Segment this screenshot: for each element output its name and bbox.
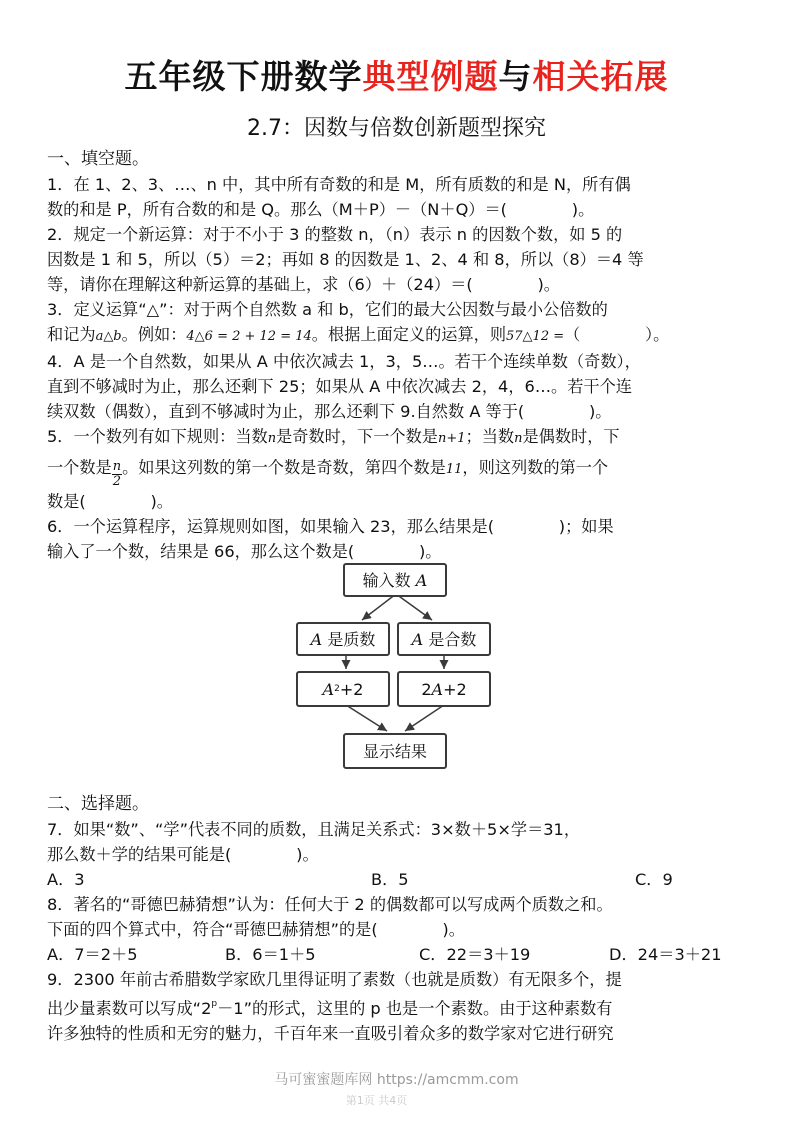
question-text: [47, 424, 755, 451]
question-1: [47, 172, 755, 222]
option-d: D．24＝3＋21: [609, 945, 722, 964]
question-text: 许多独特的性质和无穷的魅力，千百年来一直吸引着众多的数学家对它进行研究: [47, 1024, 614, 1043]
math-expression: 57△12 =: [506, 329, 565, 344]
title-part-1: 五年级下册数学: [124, 57, 363, 96]
question-text: 直到不够减时为止，那么还剩下 25；如果从 A 中依次减去 2，4，6…。若干个连: [47, 377, 632, 396]
question-text: 等，请你在理解这种新运算的基础上，求（6）＋（24）＝( )。: [47, 275, 560, 294]
option-c: C．22＝3＋19: [419, 945, 531, 964]
question-text: [47, 322, 755, 349]
text-run: （ ）。: [564, 325, 670, 344]
arrow-to-prime: [362, 594, 396, 620]
box-label: 显示结果: [362, 741, 427, 761]
option-a: A．3: [47, 870, 85, 889]
text-run: 5．一个数列有如下规则：当数: [47, 427, 268, 446]
title-part-3: 与: [498, 57, 533, 96]
text-run: 一个数是: [47, 458, 112, 477]
question-text: 4．A 是一个自然数，如果从 A 中依次减去 1，3，5…。若干个连续单数（奇数），: [47, 352, 641, 371]
text-run: 。根据上面定义的运算，则: [311, 325, 507, 344]
box-variable: A: [431, 679, 444, 699]
flow-box-square-plus-2: [296, 671, 390, 707]
text-run: 是偶数时，下: [522, 427, 620, 446]
arrow-to-composite: [396, 594, 432, 620]
title-part-2: 典型例题: [362, 57, 499, 96]
text-run: 出少量素数可以写成“2: [47, 999, 212, 1018]
question-7: [47, 817, 755, 892]
question-text: 3．定义运算“△”：对于两个自然数 a 和 b，它们的最大公因数与最小公倍数的: [47, 300, 608, 319]
question-text: [47, 451, 755, 489]
text-run: －1”的形式，这里的 p 也是一个素数。由于这种素数有: [217, 999, 613, 1018]
question-text: 因数是 1 和 5，所以（5）＝2；再如 8 的因数是 1、2、4 和 8，所以（8）＝4 等: [47, 250, 644, 269]
math-number: 11: [445, 462, 463, 477]
option-a: A．7＝2＋5: [47, 945, 138, 964]
question-text: 6．一个运算程序，运算规则如图，如果输入 23，那么结果是( )；如果: [47, 517, 614, 536]
page-number: 第1页 共4页: [345, 1094, 408, 1107]
question-text: 数的和是 P，所有合数的和是 Q。那么（M＋P）－（N＋Q）＝( )。: [47, 200, 595, 219]
math-variable: n: [267, 431, 277, 446]
question-text: 9．2300 年前古希腊数学家欧几里得证明了素数（也就是质数）有无限多个，提: [47, 970, 622, 989]
option-b: B．6＝1＋5: [225, 945, 316, 964]
question-text: [47, 992, 755, 1021]
page-title: [0, 52, 793, 102]
watermark-text: 马可蜜蜜题库网 https://amcmm.com: [274, 1072, 519, 1088]
box-label: 是合数: [428, 629, 477, 649]
flow-box-output: [343, 733, 447, 769]
section-heading-multiple-choice: 二、选择题。: [47, 794, 149, 814]
section-heading-fill-blank: 一、填空题。: [47, 149, 149, 169]
question-text: 数是( )。: [47, 492, 173, 511]
question-6: [47, 514, 755, 564]
fraction-denominator: 2: [112, 474, 122, 489]
box-label: +2: [443, 679, 467, 699]
box-label: 2: [421, 679, 432, 699]
question-4: [47, 349, 755, 424]
text-run: ，则这列数的第一个: [462, 458, 609, 477]
box-variable: A: [411, 629, 424, 649]
question-text: 2．规定一个新运算：对于不小于 3 的整数 n，（n）表示 n 的因数个数，如 5 的: [47, 225, 623, 244]
fraction-n-over-2: [112, 460, 122, 489]
arrow-square-to-output: [346, 705, 387, 731]
question-9: [47, 967, 755, 1046]
box-variable: A: [322, 679, 335, 699]
option-c: C．9: [635, 870, 673, 889]
question-text: 输入了一个数，结果是 66，那么这个数是( )。: [47, 542, 442, 561]
text-run: ；当数: [465, 427, 515, 446]
question-text: 续双数（偶数），直到不够减时为止，那么还剩下 9.自然数 A 等于( )。: [47, 402, 612, 421]
title-part-4: 相关拓展: [532, 57, 669, 96]
text-run: 是奇数时，下一个数是: [276, 427, 438, 446]
document-body: [47, 147, 755, 1046]
box-variable: A: [310, 629, 323, 649]
options-row: [47, 942, 755, 967]
fraction-numerator: n: [112, 459, 122, 474]
flow-box-prime: [296, 622, 390, 656]
text-run: 。例如：: [121, 325, 187, 344]
flow-box-composite: [397, 622, 491, 656]
question-text: 那么数＋学的结果可能是( )。: [47, 845, 319, 864]
page-footer: [0, 1070, 793, 1111]
text-run: 和记为: [47, 325, 96, 344]
exponent-p: p: [211, 999, 218, 1009]
math-expression: a△b: [95, 329, 122, 344]
math-variable: n: [514, 431, 523, 446]
question-text: 8．著名的“哥德巴赫猜想”认为：任何大于 2 的偶数都可以写成两个质数之和。: [47, 895, 613, 914]
flow-box-double-plus-2: [397, 671, 491, 707]
question-3: [47, 297, 755, 349]
box-label: +2: [339, 679, 364, 699]
box-label: 是质数: [327, 629, 376, 649]
box-exponent: 2: [334, 683, 340, 694]
arrow-double-to-output: [405, 705, 444, 731]
text-run: 。如果这列数的第一个数是奇数，第四个数是: [122, 458, 446, 477]
question-8: [47, 892, 755, 967]
math-expression: n+1: [438, 431, 466, 446]
box-variable: A: [415, 570, 428, 590]
options-row: [47, 867, 755, 892]
flow-box-input: [343, 563, 447, 597]
question-text: 下面的四个算式中，符合“哥德巴赫猜想”的是( )。: [47, 920, 465, 939]
question-text: 7．如果“数”、“学”代表不同的质数，且满足关系式：3×数＋5×学＝31，: [47, 820, 581, 839]
question-2: [47, 222, 755, 297]
box-label: 输入数: [362, 570, 411, 590]
question-5: [47, 424, 755, 514]
flowchart: [47, 564, 755, 782]
page-subtitle: 2.7：因数与倍数创新题型探究: [247, 116, 546, 141]
option-b: B．5: [371, 870, 409, 889]
question-text: 1．在 1、2、3、…、n 中，其中所有奇数的和是 M，所有质数的和是 N，所有偶: [47, 175, 631, 194]
math-expression: 4△6 = 2 + 12 = 14: [186, 329, 312, 344]
